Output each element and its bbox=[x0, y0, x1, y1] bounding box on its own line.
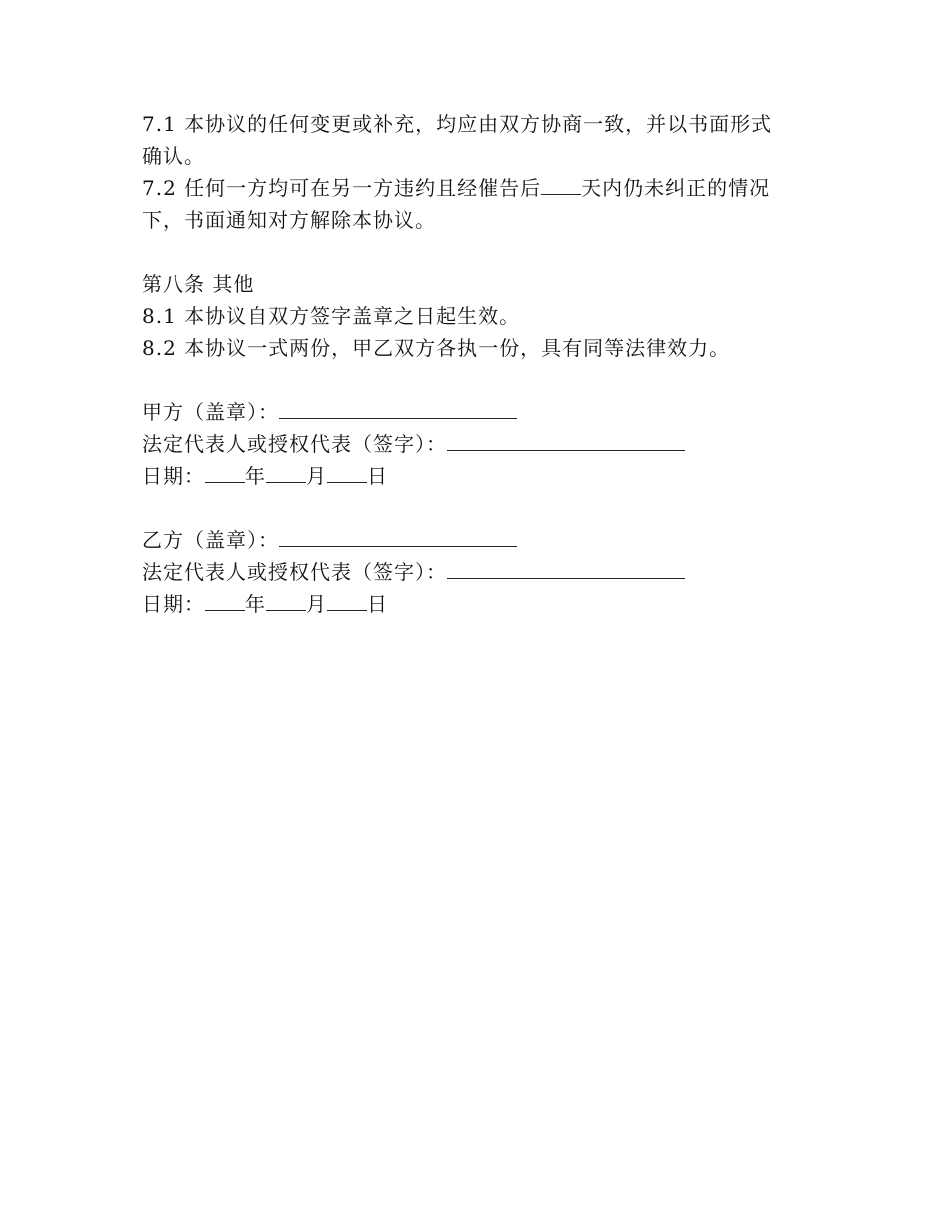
party-a-seal-label: 甲方（盖章）： bbox=[142, 400, 279, 424]
clause-7-2-text-b: 天内仍未纠正的情况 bbox=[581, 176, 771, 200]
party-a-rep-blank bbox=[447, 428, 685, 451]
party-a-date-line bbox=[142, 460, 802, 492]
party-b-rep-line bbox=[142, 556, 802, 588]
party-a-year-blank bbox=[205, 460, 245, 483]
spacer bbox=[142, 364, 802, 396]
party-b-month-blank bbox=[266, 588, 306, 611]
clause-7-2-text-a: 7.2 任何一方均可在另一方违约且经催告后 bbox=[142, 176, 542, 200]
party-a-rep-label: 法定代表人或授权代表（签字）： bbox=[142, 432, 447, 456]
clause-7-1-line-2: 确认。 bbox=[142, 144, 205, 168]
clause-8-1: 8.1 本协议自双方签字盖章之日起生效。 bbox=[142, 304, 521, 328]
clause-7-1-line-1: 7.1 本协议的任何变更或补充，均应由双方协商一致，并以书面形式 bbox=[142, 112, 773, 136]
party-a-rep-line bbox=[142, 428, 802, 460]
document-body bbox=[142, 108, 802, 620]
party-b-rep-label: 法定代表人或授权代表（签字）： bbox=[142, 560, 447, 584]
spacer bbox=[142, 236, 802, 268]
party-b-signature-block bbox=[142, 524, 802, 620]
clause-8-2: 8.2 本协议一式两份，甲乙双方各执一份，具有同等法律效力。 bbox=[142, 336, 731, 360]
party-a-seal-line bbox=[142, 396, 802, 428]
party-b-rep-blank bbox=[447, 556, 685, 579]
party-a-month-blank bbox=[266, 460, 306, 483]
party-b-seal-line bbox=[142, 524, 802, 556]
party-a-year-label: 年 bbox=[245, 464, 266, 488]
party-b-seal-blank bbox=[279, 524, 517, 547]
party-a-seal-blank bbox=[279, 396, 517, 419]
party-a-month-label: 月 bbox=[306, 464, 327, 488]
party-b-seal-label: 乙方（盖章）： bbox=[142, 528, 279, 552]
clause-8-heading: 第八条 其他 bbox=[142, 272, 255, 296]
party-a-day-label: 日 bbox=[367, 464, 388, 488]
party-a-signature-block bbox=[142, 396, 802, 492]
spacer bbox=[142, 492, 802, 524]
party-b-year-blank bbox=[205, 588, 245, 611]
party-b-year-label: 年 bbox=[245, 592, 266, 616]
days-blank bbox=[541, 172, 581, 195]
clause-7-2-line-2: 下，书面通知对方解除本协议。 bbox=[142, 208, 436, 232]
party-a-date-label: 日期： bbox=[142, 464, 205, 488]
party-b-date-line bbox=[142, 588, 802, 620]
clause-7-1 bbox=[142, 108, 802, 172]
party-b-day-label: 日 bbox=[367, 592, 388, 616]
clause-7-2 bbox=[142, 172, 802, 236]
clause-7-2-line-1 bbox=[142, 172, 802, 204]
party-b-month-label: 月 bbox=[306, 592, 327, 616]
party-b-day-blank bbox=[327, 588, 367, 611]
party-b-date-label: 日期： bbox=[142, 592, 205, 616]
party-a-day-blank bbox=[327, 460, 367, 483]
